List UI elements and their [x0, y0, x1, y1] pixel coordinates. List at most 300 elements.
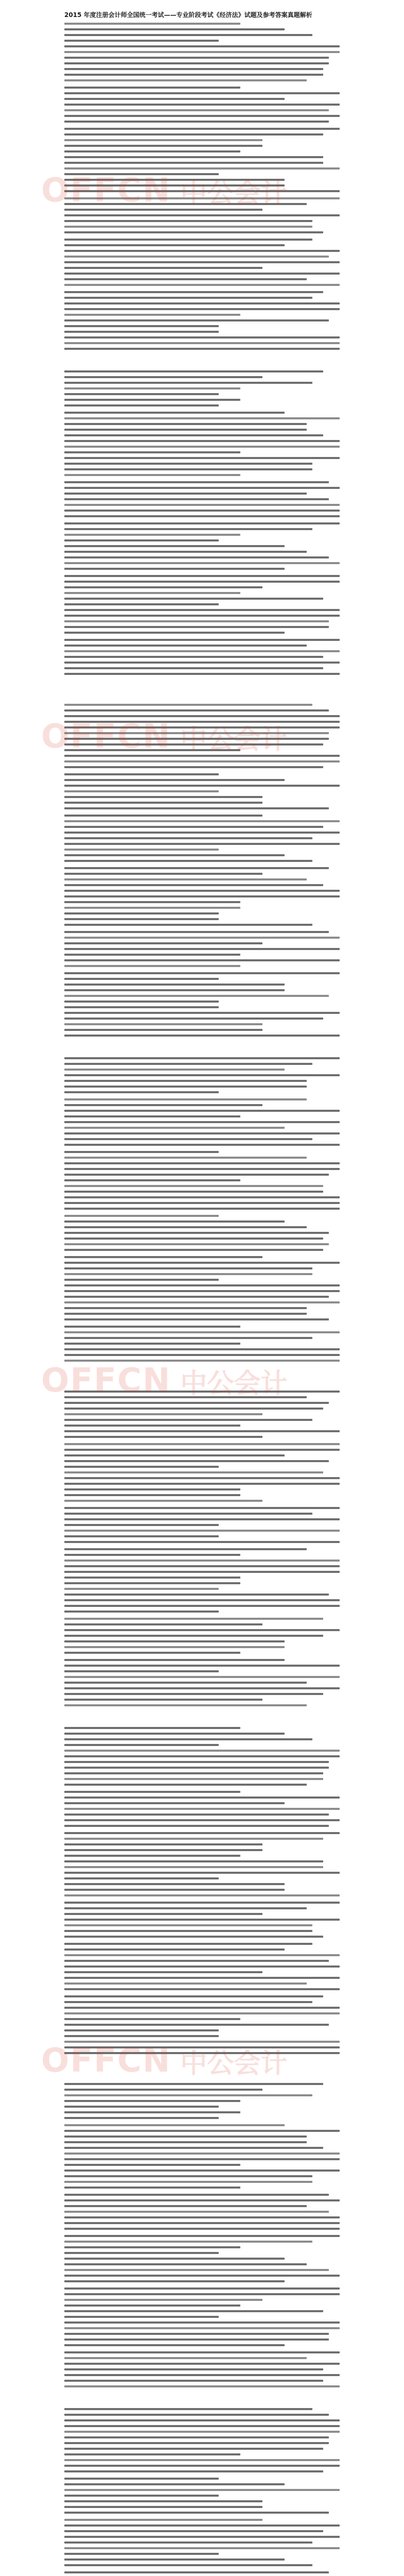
text-line: [64, 2194, 329, 2196]
text-line: [64, 1819, 340, 1821]
text-line: [64, 1284, 340, 1286]
text-line: [64, 1838, 323, 1840]
text-line: [64, 2287, 340, 2290]
text-line: [64, 1262, 340, 1264]
text-line: [64, 2117, 219, 2119]
text-line: [64, 256, 329, 258]
text-line: [64, 1670, 219, 1672]
text-line: [64, 849, 219, 851]
text-line: [64, 1699, 262, 1701]
text-line: [64, 2083, 323, 2085]
text-line: [64, 704, 312, 706]
text-line: [64, 2299, 262, 2301]
text-line: [64, 348, 340, 350]
text-line: [64, 1104, 262, 1106]
text-line: [64, 1866, 323, 1868]
text-paragraph: [64, 1256, 340, 1320]
text-line: [64, 2089, 262, 2091]
text-line: [64, 1443, 340, 1445]
text-line: [64, 1232, 329, 1234]
text-line: [64, 197, 340, 199]
text-line: [64, 2018, 240, 2020]
text-line: [64, 167, 340, 170]
text-line: [64, 603, 219, 605]
text-line: [64, 639, 340, 641]
text-line: [64, 918, 219, 920]
text-line: [64, 1337, 312, 1339]
text-line: [64, 1273, 312, 1275]
text-line: [64, 1860, 323, 1862]
text-line: [64, 2519, 262, 2521]
text-line: [64, 2425, 340, 2427]
text-line: [64, 57, 329, 59]
text-line: [64, 662, 340, 664]
text-line: [64, 23, 240, 25]
watermark-logo: OFFCN: [41, 1362, 171, 1400]
text-paragraph: [64, 815, 340, 862]
text-paragraph: [64, 575, 340, 634]
text-line: [64, 1215, 219, 1217]
text-paragraph: [64, 197, 340, 233]
text-line: [64, 1665, 340, 1667]
text-line: [64, 1954, 340, 1956]
text-line: [64, 837, 312, 839]
text-line: [64, 1138, 312, 1140]
text-line: [64, 1582, 240, 1584]
text-line: [64, 1825, 329, 1827]
text-paragraph: [64, 2083, 340, 2119]
text-line: [64, 1599, 340, 1601]
text-line: [64, 2158, 340, 2160]
text-line: [64, 1507, 340, 1509]
text-line: [64, 261, 340, 263]
text-line: [64, 1110, 340, 1112]
text-line: [64, 104, 340, 106]
text-line: [64, 1640, 285, 1642]
text-line: [64, 2327, 340, 2329]
text-line: [64, 972, 340, 974]
text-paragraph: [64, 1995, 340, 2054]
text-line: [64, 1449, 340, 1451]
text-line: [64, 1500, 262, 1502]
text-line: [64, 2012, 340, 2014]
text-line: [64, 2465, 340, 2467]
text-line: [64, 562, 340, 564]
text-paragraph: [64, 370, 340, 406]
text-line: [64, 2436, 329, 2438]
section-gap: [64, 355, 340, 370]
text-line: [64, 412, 285, 414]
text-paragraph: [64, 1618, 340, 1654]
text-line: [64, 1971, 262, 1973]
text-line: [64, 2478, 219, 2480]
text-line: [64, 331, 219, 333]
text-line: [64, 115, 340, 117]
text-line: [64, 399, 240, 401]
text-line: [64, 1425, 240, 1427]
text-line: [64, 1132, 340, 1134]
text-line: [64, 440, 340, 442]
text-line: [64, 2141, 307, 2143]
text-line: [64, 2448, 323, 2450]
text-line: [64, 504, 340, 506]
text-line: [64, 133, 323, 135]
text-line: [64, 145, 262, 147]
text-line: [64, 1755, 340, 1757]
text-line: [64, 28, 285, 30]
text-line: [64, 2385, 340, 2387]
text-line: [64, 184, 285, 187]
text-line: [64, 342, 340, 344]
text-line: [64, 2558, 285, 2561]
text-line: [64, 1483, 340, 1485]
text-line: [64, 2035, 219, 2037]
text-line: [64, 2380, 323, 2382]
text-line: [64, 1179, 240, 1181]
text-line: [64, 626, 329, 628]
text-line: [64, 2228, 340, 2230]
text-line: [64, 1772, 323, 1774]
text-line: [64, 2246, 240, 2248]
text-line: [64, 1571, 340, 1573]
text-line: [64, 1513, 312, 1515]
text-line: [64, 2333, 329, 2335]
text-line: [64, 498, 329, 500]
text-paragraph: [64, 1326, 340, 1362]
text-line: [64, 226, 312, 228]
text-line: [64, 1296, 329, 1298]
text-line: [64, 2136, 307, 2138]
text-line: [64, 766, 323, 768]
text-line: [64, 2199, 340, 2201]
text-line: [64, 1733, 285, 1735]
text-line: [64, 451, 240, 453]
text-line: [64, 297, 312, 299]
text-line: [64, 2357, 307, 2359]
watermark-text: 中公会计: [180, 178, 288, 209]
text-line: [64, 2258, 285, 2260]
text-line: [64, 1256, 262, 1258]
text-paragraph: [64, 2478, 340, 2514]
text-line: [64, 1127, 285, 1129]
text-line: [64, 832, 340, 834]
text-line: [64, 1554, 240, 1556]
document-title: 2015 年度注册会计师全国统一考试——专业阶段考试《经济法》试题及参考答案真题解析: [64, 11, 312, 19]
text-line: [64, 937, 340, 939]
text-line: [64, 2175, 312, 2177]
text-line: [64, 2111, 240, 2113]
text-line: [64, 231, 323, 233]
text-line: [64, 1360, 340, 1362]
text-line: [64, 2241, 312, 2243]
text-line: [64, 1471, 323, 1473]
text-line: [64, 1611, 219, 1613]
text-line: [64, 867, 329, 869]
text-line: [64, 1035, 340, 1037]
text-line: [64, 807, 329, 809]
text-line: [64, 1436, 262, 1438]
text-line: [64, 314, 240, 316]
text-line: [64, 2374, 340, 2376]
text-line: [64, 528, 312, 530]
text-line: [64, 575, 340, 577]
text-line: [64, 1012, 340, 1014]
text-line: [64, 1063, 312, 1065]
text-paragraph: [64, 1391, 340, 1438]
text-line: [64, 1808, 340, 1810]
text-line: [64, 1565, 340, 1567]
text-line: [64, 1919, 340, 1921]
text-line: [64, 1326, 240, 1328]
text-paragraph: [64, 867, 340, 926]
text-line: [64, 873, 262, 875]
text-line: [64, 1646, 285, 1648]
text-line: [64, 2414, 329, 2416]
text-line: [64, 404, 219, 406]
text-line: [64, 1001, 219, 1003]
text-line: [64, 1354, 340, 1356]
text-line: [64, 336, 340, 338]
text-line: [64, 2316, 219, 2318]
text-line: [64, 1548, 307, 1550]
text-line: [64, 325, 219, 327]
text-line: [64, 2147, 323, 2149]
text-line: [64, 109, 329, 111]
text-line: [64, 2041, 340, 2043]
text-line: [64, 1802, 285, 1804]
text-paragraph: [64, 972, 340, 1037]
text-line: [64, 959, 340, 961]
text-line: [64, 1618, 323, 1620]
text-line: [64, 1988, 340, 1990]
text-line: [64, 273, 340, 275]
text-paragraph: [64, 1098, 340, 1146]
text-line: [64, 2094, 312, 2096]
text-line: [64, 2536, 340, 2538]
text-line: [64, 2530, 323, 2532]
text-line: [64, 1877, 219, 1879]
text-line: [64, 912, 219, 914]
text-line: [64, 1191, 323, 1193]
section-gap: [64, 1711, 340, 1727]
text-paragraph: [64, 931, 340, 967]
text-line: [64, 715, 340, 717]
text-line: [64, 376, 262, 378]
text-line: [64, 2153, 340, 2155]
text-line: [64, 1965, 340, 1968]
text-line: [64, 1577, 240, 1579]
text-line: [64, 1267, 312, 1269]
text-line: [64, 190, 340, 192]
text-line: [64, 760, 340, 762]
text-line: [64, 732, 329, 734]
text-line: [64, 1318, 329, 1320]
text-line: [64, 156, 323, 158]
text-line: [64, 709, 329, 711]
text-line: [64, 1687, 340, 1689]
text-line: [64, 1098, 307, 1100]
text-line: [64, 2338, 329, 2341]
text-line: [64, 2553, 219, 2555]
text-line: [64, 2280, 285, 2282]
text-line: [64, 1843, 262, 1845]
text-line: [64, 1635, 323, 1637]
text-line: [64, 2001, 312, 2003]
text-line: [64, 278, 307, 280]
text-line: [64, 738, 329, 740]
text-paragraph: [64, 773, 340, 809]
text-line: [64, 1243, 329, 1245]
text-line: [64, 539, 219, 541]
text-line: [64, 74, 323, 76]
text-line: [64, 2489, 340, 2491]
text-line: [64, 2222, 340, 2224]
text-line: [64, 87, 240, 89]
text-line: [64, 820, 340, 822]
text-line: [64, 1202, 340, 1204]
text-paragraph: [64, 1832, 340, 1896]
text-line: [64, 978, 219, 980]
text-paragraph: [64, 1659, 340, 1706]
text-line: [64, 139, 262, 141]
text-line: [64, 51, 340, 53]
text-paragraph: [64, 128, 340, 192]
text-line: [64, 2571, 329, 2573]
text-line: [64, 1750, 340, 1752]
text-line: [64, 815, 262, 817]
text-line: [64, 1348, 340, 1350]
text-line: [64, 1936, 323, 1938]
text-paragraph: [64, 704, 340, 768]
text-line: [64, 598, 323, 600]
text-line: [64, 2351, 340, 2353]
text-line: [64, 1855, 240, 1857]
document-body: [64, 23, 340, 2576]
text-line: [64, 34, 312, 36]
text-line: [64, 826, 323, 828]
text-line: [64, 1995, 323, 1997]
text-line: [64, 632, 285, 634]
text-line: [64, 860, 312, 862]
text-line: [64, 1693, 323, 1695]
text-line: [64, 924, 312, 926]
text-line: [64, 1226, 307, 1228]
text-line: [64, 1006, 219, 1008]
text-line: [64, 92, 340, 94]
text-line: [64, 1704, 307, 1706]
text-line: [64, 434, 323, 436]
text-line: [64, 609, 340, 611]
text-line: [64, 1727, 240, 1729]
text-line: [64, 1784, 307, 1786]
text-line: [64, 463, 312, 465]
text-line: [64, 1402, 329, 1404]
text-line: [64, 1913, 262, 1915]
text-line: [64, 1023, 262, 1025]
text-line: [64, 773, 219, 775]
text-line: [64, 2470, 323, 2472]
text-line: [64, 1682, 307, 1684]
text-line: [64, 1301, 340, 1303]
text-paragraph: [64, 1548, 340, 1613]
text-line: [64, 487, 340, 489]
text-line: [64, 2547, 340, 2549]
text-line: [64, 128, 340, 130]
text-line: [64, 1157, 307, 1159]
text-line: [64, 645, 307, 647]
text-line: [64, 884, 323, 886]
text-line: [64, 1029, 262, 1031]
text-line: [64, 2106, 219, 2108]
text-paragraph: [64, 2408, 340, 2472]
text-line: [64, 890, 340, 892]
text-line: [64, 481, 329, 483]
text-line: [64, 1982, 307, 1985]
text-line: [64, 1541, 340, 1543]
text-line: [64, 907, 240, 909]
text-line: [64, 2211, 329, 2213]
text-line: [64, 2304, 240, 2307]
text-line: [64, 1419, 312, 1421]
text-line: [64, 942, 262, 944]
text-line: [64, 1778, 323, 1780]
text-line: [64, 1889, 285, 1891]
text-line: [64, 493, 307, 495]
text-paragraph: [64, 239, 340, 286]
text-paragraph: [64, 1443, 340, 1502]
text-line: [64, 620, 329, 622]
text-line: [64, 1560, 340, 1562]
text-line: [64, 291, 323, 293]
section-gap: [64, 1367, 340, 1391]
text-line: [64, 1396, 307, 1398]
text-line: [64, 2216, 340, 2218]
text-line: [64, 2541, 312, 2544]
text-line: [64, 1413, 262, 1415]
text-line: [64, 1605, 340, 1607]
text-paragraph: [64, 522, 340, 570]
text-paragraph: [64, 2571, 340, 2576]
text-line: [64, 220, 312, 222]
text-line: [64, 2431, 340, 2433]
text-line: [64, 162, 323, 164]
watermark-text: 中公会计: [180, 2048, 288, 2079]
text-line: [64, 417, 340, 419]
text-line: [64, 1924, 312, 1926]
text-line: [64, 2442, 329, 2444]
text-line: [64, 1907, 307, 1909]
text-paragraph: [64, 1791, 340, 1827]
text-line: [64, 673, 340, 675]
text-line: [64, 1761, 329, 1763]
text-line: [64, 2453, 240, 2455]
text-line: [64, 534, 240, 536]
text-line: [64, 522, 340, 524]
text-line: [64, 250, 340, 252]
text-line: [64, 302, 340, 304]
text-line: [64, 1208, 340, 1210]
text-line: [64, 2024, 329, 2026]
text-paragraph: [64, 23, 340, 81]
text-line: [64, 1872, 340, 1874]
text-line: [64, 1174, 329, 1176]
section-gap: [64, 2393, 340, 2408]
text-line: [64, 1091, 219, 1093]
text-line: [64, 656, 323, 658]
text-line: [64, 1883, 285, 1885]
text-line: [64, 2187, 240, 2189]
text-line: [64, 1343, 240, 1345]
